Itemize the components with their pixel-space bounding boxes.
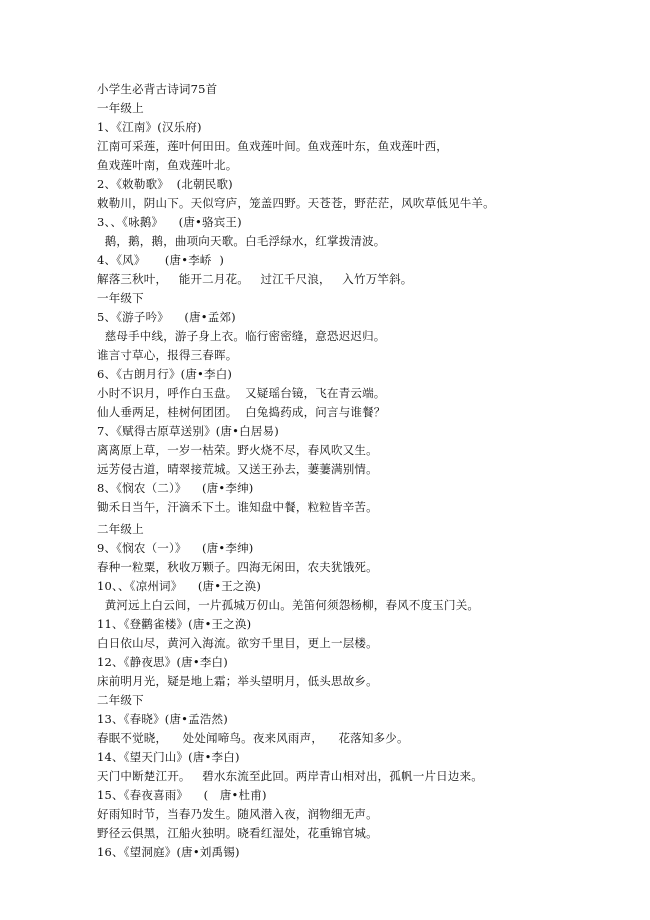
- poem-heading: 6、《古朗月行》(唐•李白): [97, 367, 233, 381]
- poem-heading: 16、《望洞庭》(唐•刘禹锡): [97, 845, 240, 859]
- poem-line: 敕勒川，阴山下。天似穹庐，笼盖四野。天苍苍，野茫茫，风吹草低见牛羊。: [97, 196, 495, 210]
- poem-line: 鱼戏莲叶南，鱼戏莲叶北。: [97, 158, 238, 172]
- poem-line: 好雨知时节，当春乃发生。随风潜入夜，润物细无声。: [97, 807, 378, 821]
- grade-heading: 一年级下: [97, 291, 144, 305]
- poem-line: 谁言寸草心，报得三春晖。: [97, 348, 238, 362]
- poem-line: 江南可采莲，莲叶何田田。鱼戏莲叶间。鱼戏莲叶东，鱼戏莲叶西，: [97, 139, 448, 153]
- poem-line: 鹅，鹅，鹅，曲项向天歌。白毛浮绿水，红掌拨清波。: [97, 234, 386, 248]
- poem-heading: 8、《悯农（二）》 (唐•李绅): [97, 481, 254, 495]
- poem-heading: 7、《赋得古原草送别》(唐•白居易): [97, 424, 279, 438]
- grade-heading: 二年级上: [97, 522, 144, 536]
- poem-heading: 11、《登鹳雀楼》(唐•王之涣): [97, 617, 252, 631]
- poem-heading: 4、《风》 (唐•李峤 ): [97, 253, 225, 267]
- section-first-grade: [97, 80, 617, 517]
- poem-heading: 15、《春夜喜雨》 ( 唐•杜甫): [97, 788, 267, 802]
- poem-heading: 9、《悯农（一）》 (唐•李绅): [97, 541, 254, 555]
- section-second-grade: [97, 520, 617, 862]
- poem-line: 黄河远上白云间，一片孤城万仞山。羌笛何须怨杨柳，春风不度玉门关。: [97, 598, 480, 612]
- poem-heading: 5、《游子吟》 (唐•孟郊): [97, 310, 236, 324]
- poem-heading: 3、、《咏鹅》 (唐•骆宾王): [97, 215, 242, 229]
- poem-heading: 12、《静夜思》(唐•李白): [97, 655, 228, 669]
- poem-heading: 1、《江南》(汉乐府): [97, 120, 202, 134]
- grade-heading: 一年级上: [97, 101, 144, 115]
- poem-heading: 10、、《凉州词》 (唐•王之涣): [97, 579, 262, 593]
- poem-line: 春种一粒粟，秋收万颗子。四海无闲田，农夫犹饿死。: [97, 560, 378, 574]
- poem-line: 白日依山尽，黄河入海流。欲穷千里目，更上一层楼。: [97, 636, 378, 650]
- poem-heading: 13、《春晓》(唐•孟浩然): [97, 712, 228, 726]
- poem-line: 小时不识月，呼作白玉盘。 又疑瑶台镜，飞在青云端。: [97, 386, 386, 400]
- poem-line: 天门中断楚江开。 碧水东流至此回。两岸青山相对出，孤帆一片日边来。: [97, 769, 483, 783]
- poem-line: 远芳侵古道，晴翠接荒城。又送王孙去，萋萋满别情。: [97, 462, 378, 476]
- poem-line: 锄禾日当午，汗滴禾下土。谁知盘中餐，粒粒皆辛苦。: [97, 500, 378, 514]
- poem-line: 仙人垂两足，桂树何团团。 白兔捣药成，问言与谁餐？: [97, 405, 386, 419]
- document-title: 小学生必背古诗词75首: [97, 82, 218, 96]
- section-first-grade-lines: [97, 99, 617, 517]
- grade-heading: 二年级下: [97, 693, 144, 707]
- poem-heading: 14、《望天门山》(唐•李白): [97, 750, 240, 764]
- poem-line: 离离原上草，一岁一枯荣。野火烧不尽，春风吹又生。: [97, 443, 378, 457]
- poem-line: 解落三秋叶， 能开二月花。 过江千尺浪， 入竹万竿斜。: [97, 272, 413, 286]
- poem-line: 春眠不觉晓， 处处闻啼鸟。夜来风雨声， 花落知多少。: [97, 731, 409, 745]
- poem-line: 床前明月光，疑是地上霜；举头望明月，低头思故乡。: [97, 674, 378, 688]
- poem-heading: 2、《敕勒歌》 (北朝民歌): [97, 177, 233, 191]
- poem-line: 慈母手中线，游子身上衣。临行密密缝，意恐迟迟归。: [97, 329, 386, 343]
- poem-line: 野径云俱黑，江船火独明。晓看红湿处，花重锦官城。: [97, 826, 378, 840]
- section-second-grade-lines: [97, 520, 617, 862]
